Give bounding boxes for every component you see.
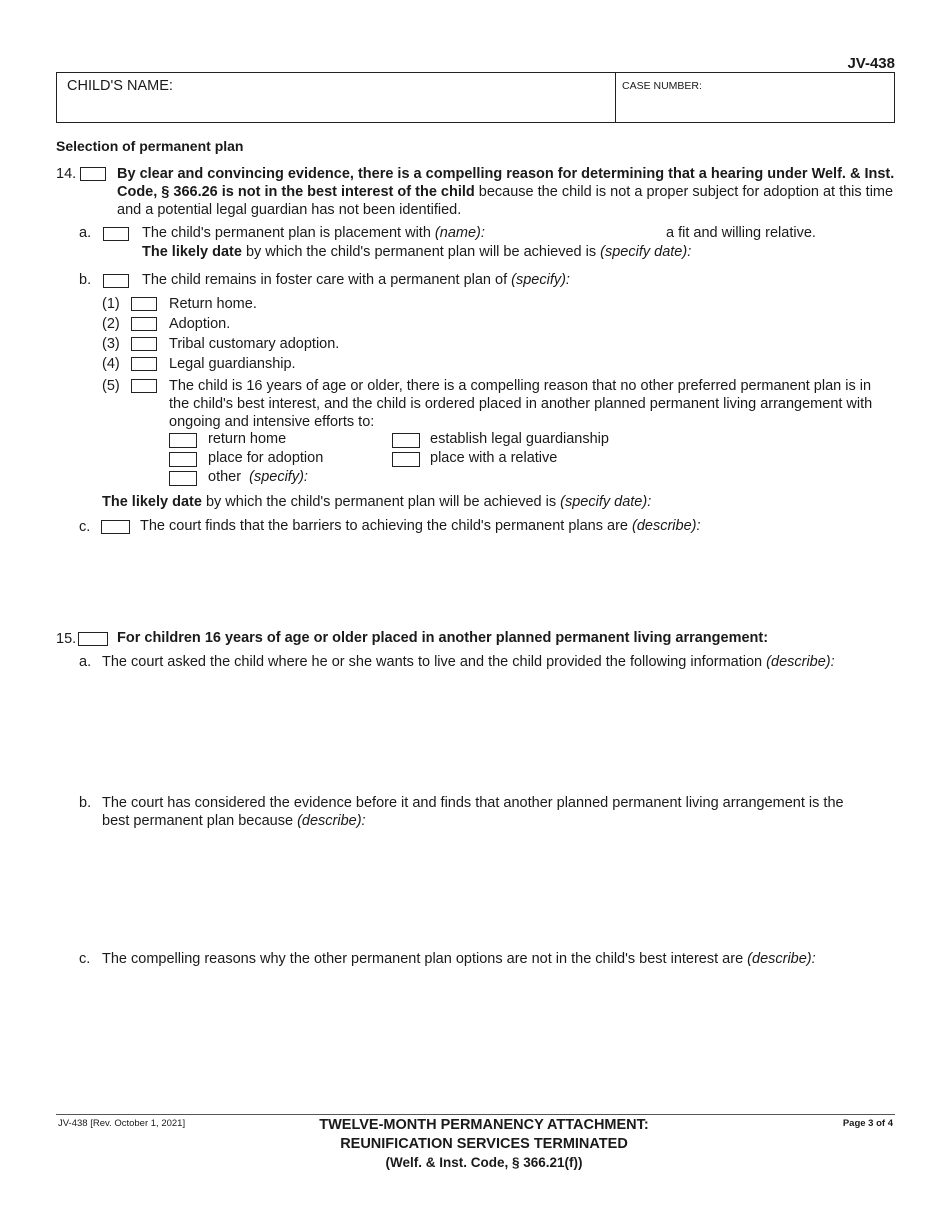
- item-14c-checkbox[interactable]: [101, 520, 130, 534]
- form-id: JV-438: [847, 55, 895, 72]
- item-14-number: 14.: [56, 166, 77, 182]
- item-14b-hint: (specify):: [511, 272, 570, 288]
- effort-adoption-label: place for adoption: [208, 450, 324, 466]
- effort-relative-label: place with a relative: [430, 450, 558, 466]
- item-14c-label: The court finds that the barriers to achieving the child's permanent plans are: [140, 518, 628, 534]
- case-number-label: CASE NUMBER:: [622, 80, 702, 92]
- item-15a-letter: a.: [79, 654, 92, 670]
- effort-adoption-checkbox[interactable]: [169, 452, 197, 467]
- item-15c-hint: (describe):: [747, 951, 816, 967]
- effort-other-text: [208, 469, 308, 485]
- item-15b-letter: b.: [79, 795, 92, 811]
- item-15a-label: The court asked the child where he or she wants to live and the child provided the following information: [102, 654, 763, 670]
- effort-guardianship-label: establish legal guardianship: [430, 431, 609, 447]
- item-14a-checkbox[interactable]: [103, 227, 129, 241]
- item-15-title: For children 16 years of age or older placed in another planned permanent living arrangement:: [117, 630, 769, 646]
- caption-divider: [615, 73, 616, 122]
- item-15c-letter: c.: [79, 951, 91, 967]
- child-name-label: CHILD'S NAME:: [67, 78, 173, 94]
- item-14c-hint: (describe):: [632, 518, 701, 534]
- effort-relative-checkbox[interactable]: [392, 452, 420, 467]
- item-14b-likely-date: [102, 494, 651, 510]
- footer-page-number: Page 3 of 4: [842, 1118, 893, 1129]
- footer-title-line-3: (Welf. & Inst. Code, § 366.21(f)): [385, 1155, 583, 1170]
- item-14a-label: The child's permanent plan is placement with: [142, 225, 431, 241]
- option-1-checkbox[interactable]: [131, 297, 157, 311]
- item-15c-label: The compelling reasons why the other permanent plan options are not in the child's best interest are: [102, 951, 744, 967]
- option-3-number: (3): [102, 336, 120, 352]
- effort-other-checkbox[interactable]: [169, 471, 197, 486]
- effort-return-home-checkbox[interactable]: [169, 433, 197, 448]
- section-title: Selection of permanent plan: [56, 138, 244, 154]
- item-15b-hint: (describe):: [297, 813, 366, 829]
- item-14b-likely-rest: by which the child's permanent plan will be achieved is: [201, 494, 557, 510]
- item-15b-text: [102, 794, 872, 830]
- option-3-checkbox[interactable]: [131, 337, 157, 351]
- option-2-label: Adoption.: [169, 316, 231, 332]
- footer-title-line-1: TWELVE-MONTH PERMANENCY ATTACHMENT:: [319, 1117, 649, 1133]
- item-14a-text: [142, 225, 485, 241]
- item-15a-hint: (describe):: [766, 654, 835, 670]
- item-14c-text: [140, 518, 701, 534]
- item-15c-text: [102, 951, 816, 967]
- effort-guardianship-checkbox[interactable]: [392, 433, 420, 448]
- option-1-number: (1): [102, 296, 120, 312]
- item-14-text: [117, 165, 897, 219]
- item-14-bold-text: By clear and convincing evidence, there is a compelling reason for determining that a hearing under Welf. & Inst. Code, § 366.26 is not in the best interest of the child: [117, 166, 895, 200]
- footer-title-line-2: REUNIFICATION SERVICES TERMINATED: [340, 1136, 628, 1152]
- footer-revision: JV-438 [Rev. October 1, 2021]: [58, 1118, 186, 1129]
- item-14a-name-hint: (name):: [434, 225, 485, 241]
- item-14a-likely-bold: The likely date: [142, 244, 242, 260]
- item-14-rest-text: because the child is not a proper subject for adoption at this time and a potential legal guardian has not been identified.: [117, 184, 894, 218]
- option-4-checkbox[interactable]: [131, 357, 157, 371]
- option-2-number: (2): [102, 316, 120, 332]
- option-5-checkbox[interactable]: [131, 379, 157, 393]
- item-14a-relative: a fit and willing relative.: [666, 225, 816, 241]
- effort-other-label: other: [208, 469, 242, 485]
- item-14c-letter: c.: [79, 519, 91, 535]
- item-14a-likely-date: [142, 244, 691, 260]
- footer-rule: [56, 1114, 895, 1115]
- item-14b-likely-hint: (specify date):: [560, 494, 652, 510]
- effort-return-home-label: return home: [208, 431, 287, 447]
- option-4-label: Legal guardianship.: [169, 356, 296, 372]
- option-5-number: (5): [102, 378, 120, 394]
- item-14b-letter: b.: [79, 272, 92, 288]
- item-14-checkbox[interactable]: [80, 167, 106, 181]
- item-14a-likely-rest: by which the child's permanent plan will be achieved is: [241, 244, 597, 260]
- item-14a-likely-hint: (specify date):: [600, 244, 692, 260]
- item-14b-checkbox[interactable]: [103, 274, 129, 288]
- option-4-number: (4): [102, 356, 120, 372]
- caption-box: [56, 72, 895, 123]
- item-14b-label: The child remains in foster care with a permanent plan of: [142, 272, 508, 288]
- item-15b-label: The court has considered the evidence before it and finds that another planned permanent living arrangement is the best permanent plan because: [102, 795, 844, 829]
- option-5-text: The child is 16 years of age or older, there is a compelling reason that no other preferred permanent plan is in the child's best interest, and the child is ordered placed in another planned permanent living arrangement with ongoing and intensive efforts to:: [169, 378, 873, 430]
- item-15-checkbox[interactable]: [78, 632, 108, 646]
- effort-other-hint: (specify):: [249, 469, 308, 485]
- item-14b-text: [142, 272, 570, 288]
- option-1-label: Return home.: [169, 296, 257, 312]
- item-14b-likely-bold: The likely date: [102, 494, 202, 510]
- item-15-number: 15.: [56, 631, 77, 647]
- option-2-checkbox[interactable]: [131, 317, 157, 331]
- item-15a-text: [102, 654, 835, 670]
- item-14a-letter: a.: [79, 225, 92, 241]
- option-3-label: Tribal customary adoption.: [169, 336, 340, 352]
